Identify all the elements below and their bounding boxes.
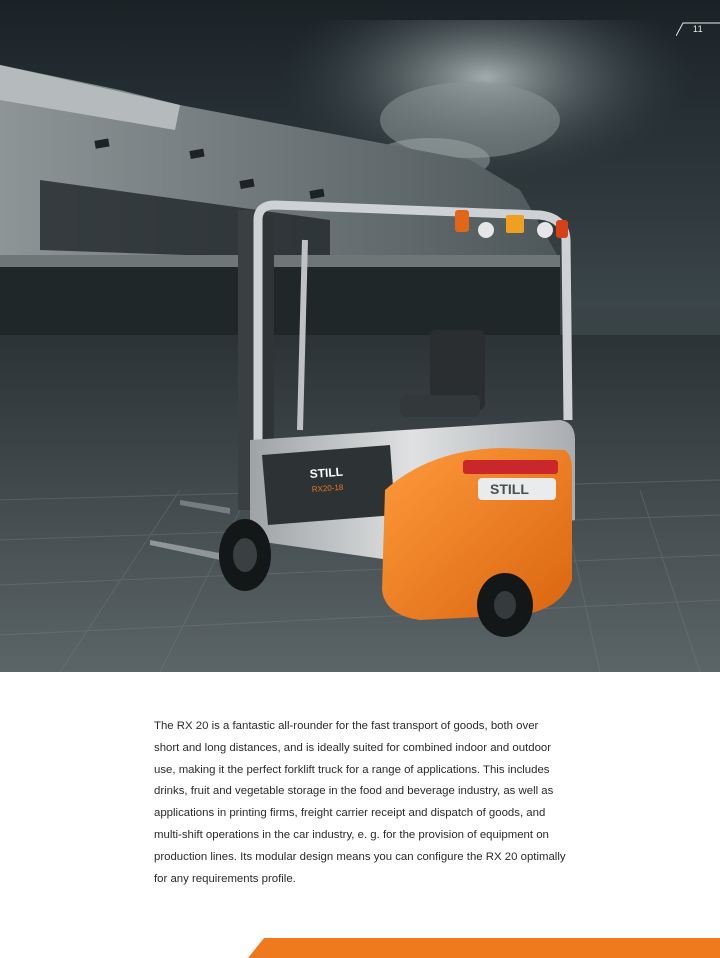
truck-side-brand: STILL (309, 464, 344, 481)
body-line: production lines. Its modular design means you can configure the RX 20 optimally (154, 850, 566, 863)
body-line: applications in printing firms, freight carrier receipt and dispatch of goods, and (154, 807, 546, 820)
counterweight-brand: STILL (490, 481, 529, 497)
body-line: The RX 20 is a fantastic all-rounder for the fast transport of goods, both over (154, 720, 539, 732)
body-line: for any requirements profile. (154, 872, 296, 885)
body-line: multi-shift operations in the car industry, e. g. for the provision of equipment on (154, 828, 549, 841)
truck-model-label: RX20-18 (311, 482, 344, 494)
orange-footer-band (0, 938, 720, 958)
body-line: short and long distances, and is ideally suited for combined indoor and outdoor (154, 741, 552, 754)
page-number: 11 (692, 24, 704, 34)
body-paragraph (154, 716, 574, 890)
body-line: drinks, fruit and vegetable storage in the food and beverage industry, as well as (154, 785, 554, 798)
body-line: use, making it the perfect forklift truck for a range of applications. This includes (154, 763, 550, 776)
